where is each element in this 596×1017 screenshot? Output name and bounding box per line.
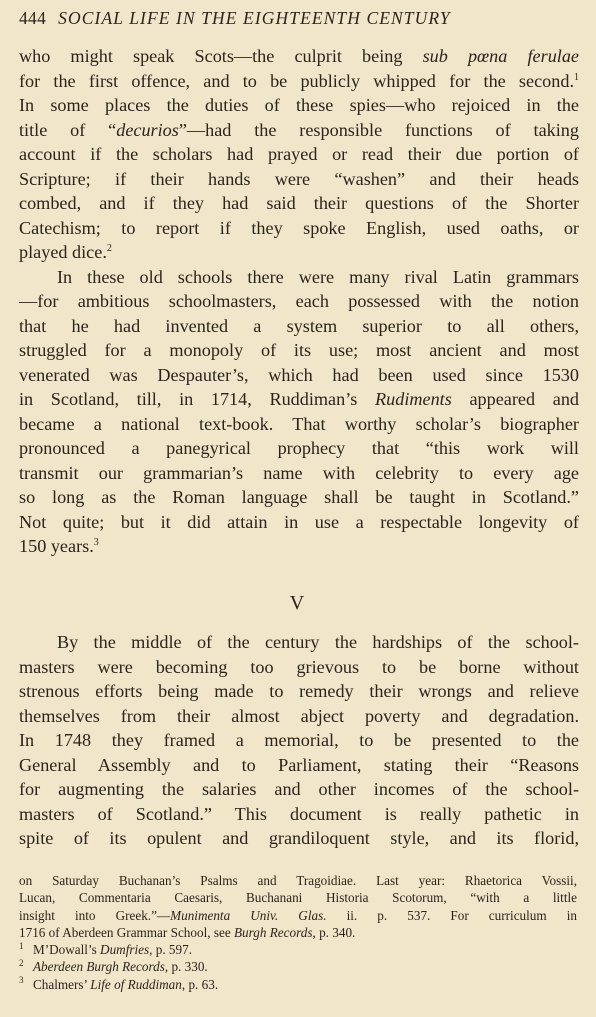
paragraph-hardships	[19, 630, 579, 851]
text-line: spite of its opulent and grandiloquent style, and its florid,	[19, 828, 579, 848]
footnote-continued-line: on Saturday Buchanan’s Psalms and Tragoidiae. Last year: Rhaetorica Vossii,	[19, 873, 577, 888]
section-heading: V	[289, 592, 307, 614]
text-line: In some places the duties of these spies—who rejoiced in the	[19, 95, 579, 115]
text-line: Scripture; if their hands were “washen” and their heads	[19, 168, 579, 189]
text-line: title of “decurios”—had the responsible functions of taking	[19, 119, 579, 140]
text-line: masters were becoming too grievous to be borne without	[19, 656, 579, 677]
page-number: 444	[19, 8, 47, 28]
text-line: General Assembly and to Parliament, stating their “Reasons	[19, 754, 579, 775]
text-line: so long as the Roman language shall be taught in Scotland.”	[19, 487, 579, 507]
footnote-3: $^3$ Chalmers’ Life of Ruddiman, p. 63.	[19, 975, 219, 992]
text-line: Catechism; to report if they spoke English, used oaths, or	[19, 217, 579, 238]
text-line: pronounced a panegyrical prophecy that “this work will	[19, 438, 579, 458]
paragraph-continued	[19, 44, 579, 265]
text-line: themselves from their almost abject poverty and degradation.	[19, 705, 579, 726]
text-line: transmit our grammarian’s name with celebrity to every age	[19, 462, 579, 483]
text-line: played dice.$^2$	[19, 242, 112, 262]
footnote-ref-1: 1	[574, 71, 579, 83]
footnote-2: $^2$ Aberdeen Burgh Records, p. 330.	[19, 958, 208, 975]
footnote-continued-line: insight into Greek.”—Munimenta Univ. Glas. ii. p. 537. For curriculum in	[19, 907, 577, 923]
text-line: strenous efforts being made to remedy their wrongs and relieve	[19, 681, 579, 701]
text-line: combed, and if they had said their questions of the Shorter	[19, 193, 579, 213]
text-line: for augmenting the salaries and other incomes of the school-	[19, 779, 579, 799]
text-line: became a national text-book. That worthy scholar’s biographer	[19, 413, 579, 434]
latin-phrase: sub pœna ferulae	[422, 46, 579, 66]
text-line: By the middle of the century the hardships of the school-	[57, 632, 579, 652]
text-line: In these old schools there were many rival Latin grammars	[57, 266, 579, 287]
text-line: who might speak Scots—the culprit being sub pœna ferulae	[19, 46, 579, 66]
text-line: venerated was Despauter’s, which had been used since 1530	[19, 364, 579, 385]
footnote-ref-3: 3	[93, 536, 99, 548]
footnote-ref-2: 2	[106, 242, 112, 254]
paragraph-grammars	[19, 265, 579, 559]
footnotes	[19, 872, 577, 993]
footnote-continued-line: Lucan, Commentaria Caesaris, Buchanani Historia Scotorum, “with a little	[19, 890, 577, 906]
running-header	[19, 8, 578, 34]
text-line: Not quite; but it did attain in use a respectable longevity of	[19, 511, 579, 532]
text-line: In 1748 they framed a memorial, to be presented to the	[19, 730, 579, 750]
text-line: —for ambitious schoolmasters, each possessed with the notion	[19, 291, 579, 311]
text-line: account if the scholars had prayed or read their due portion of	[19, 144, 579, 164]
footnote-continued-line: 1716 of Aberdeen Grammar School, see Burgh Records, p. 340.	[19, 924, 356, 940]
text-line: in Scotland, till, in 1714, Ruddiman’s Rudiments appeared and	[19, 389, 579, 409]
text-line: masters of Scotland.” This document is really pathetic in	[19, 803, 579, 824]
text-line: that he had invented a system superior to all others,	[19, 315, 579, 336]
text-line: struggled for a monopoly of its use; most ancient and most	[19, 340, 579, 360]
running-title: SOCIAL LIFE IN THE EIGHTEENTH CENTURY	[58, 8, 451, 28]
footnote-1: $^1$ M’Dowall’s Dumfries, p. 597.	[19, 940, 192, 958]
text-line: for the first offence, and to be publicly whipped for the second.$^1$	[19, 70, 579, 91]
text-line: 150 years.$^3$	[19, 536, 99, 556]
